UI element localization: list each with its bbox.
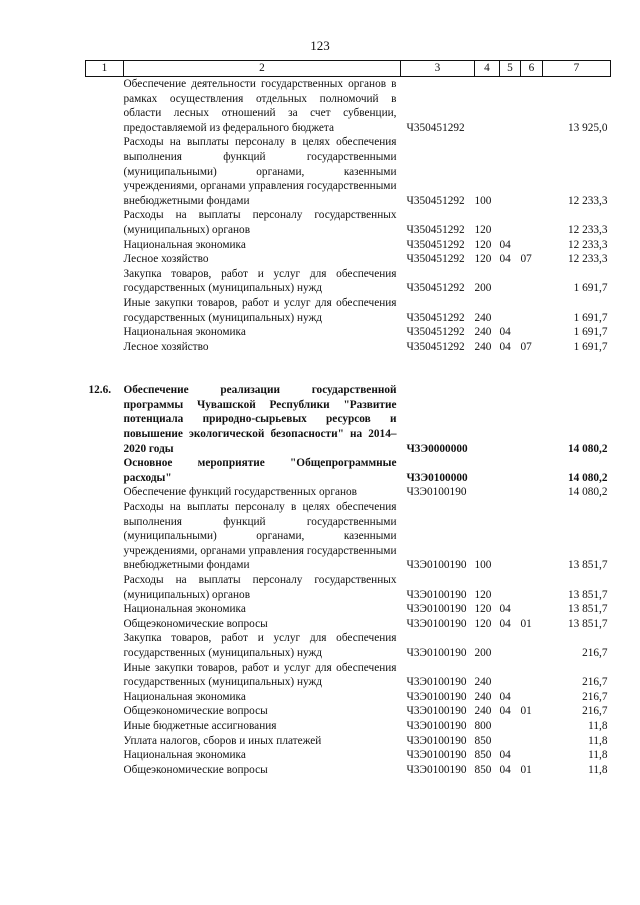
table-row: [86, 734, 611, 749]
row-subsection: [521, 500, 543, 573]
row-subsection: [521, 325, 543, 340]
row-amount: 216,7: [582, 705, 608, 718]
row-amount: 11,8: [588, 719, 608, 732]
row-number: [86, 267, 124, 296]
table-row: [86, 383, 611, 456]
column-header-1: 1: [86, 61, 124, 77]
table-row: [86, 252, 611, 267]
row-section: 04: [499, 705, 511, 718]
table-row: [86, 340, 611, 355]
row-target-code: Ч350451292: [406, 121, 465, 134]
row-amount: 13 851,7: [567, 559, 608, 572]
row-target-code: Ч3Э0100190: [406, 559, 467, 572]
table-row: [86, 135, 611, 208]
row-section: 04: [499, 763, 511, 776]
row-subsection: [521, 383, 543, 456]
row-expense-group: 120: [474, 588, 492, 601]
table-row: [86, 456, 611, 485]
row-number: [86, 296, 124, 325]
row-subsection: 01: [520, 763, 532, 776]
row-number: [86, 661, 124, 690]
table-row: [86, 704, 611, 719]
column-header-5: 5: [500, 61, 521, 77]
table-row: [86, 238, 611, 253]
row-expense-group: [475, 456, 500, 485]
row-amount: 1 691,7: [573, 282, 608, 295]
row-subsection: [521, 734, 543, 749]
row-description: Обеспечение реализации государственной программы Чувашской Республики "Развитие потенциала природно-сырьевых ресурсов и повышение экологической безопасности" на 2014–2020 годы: [123, 384, 397, 455]
row-description: Национальная экономика: [123, 690, 246, 703]
row-amount: 11,8: [588, 749, 608, 762]
row-expense-group: 240: [474, 326, 492, 339]
row-amount: 11,8: [588, 763, 608, 776]
row-expense-group: 240: [474, 311, 492, 324]
row-amount: 216,7: [582, 676, 608, 689]
row-amount: 12 233,3: [567, 253, 608, 266]
row-expense-group: 120: [474, 223, 492, 236]
spacer-cell: [86, 354, 611, 383]
row-target-code: Ч3Э0100190: [406, 763, 467, 776]
row-expense-group: 120: [474, 253, 492, 266]
row-subsection: [521, 267, 543, 296]
row-section: [500, 135, 521, 208]
row-section: [500, 77, 521, 136]
row-target-code: Ч3Э0100190: [406, 646, 467, 659]
row-section: [500, 631, 521, 660]
column-header-4: 4: [475, 61, 500, 77]
row-section: [500, 383, 521, 456]
row-subsection: [521, 573, 543, 602]
row-amount: 14 080,2: [567, 471, 608, 484]
row-number: [86, 325, 124, 340]
row-number: [86, 690, 124, 705]
row-description: Национальная экономика: [123, 749, 246, 762]
table-row: [86, 690, 611, 705]
row-subsection: [521, 296, 543, 325]
row-amount: 12 233,3: [567, 194, 608, 207]
row-amount: 216,7: [582, 690, 608, 703]
row-expense-group: [475, 77, 500, 136]
row-expense-group: 800: [474, 719, 492, 732]
row-number: 12.6.: [88, 384, 112, 397]
row-target-code: Ч350451292: [406, 194, 465, 207]
row-description: Иные закупки товаров, работ и услуг для обеспечения государственных (муниципальных) нужд: [123, 296, 397, 324]
table-row: [86, 631, 611, 660]
row-description: Иные закупки товаров, работ и услуг для обеспечения государственных (муниципальных) нужд: [123, 661, 397, 689]
row-section: 04: [499, 340, 511, 353]
row-expense-group: 120: [474, 617, 492, 630]
row-amount: 12 233,3: [567, 238, 608, 251]
row-expense-group: 100: [474, 194, 492, 207]
row-subsection: 07: [520, 340, 532, 353]
row-section: [500, 719, 521, 734]
row-target-code: Ч3Э0100000: [406, 471, 468, 484]
row-number: [86, 252, 124, 267]
row-spacer: [86, 354, 611, 383]
row-expense-group: 240: [474, 690, 492, 703]
row-number: [86, 763, 124, 778]
row-description: Уплата налогов, сборов и иных платежей: [123, 734, 322, 747]
row-description: Иные бюджетные ассигнования: [123, 719, 277, 732]
row-amount: 13 851,7: [567, 588, 608, 601]
row-subsection: [521, 690, 543, 705]
row-expense-group: 240: [474, 676, 492, 689]
row-subsection: 01: [520, 705, 532, 718]
budget-table: [85, 60, 611, 777]
row-number: [86, 77, 124, 136]
row-subsection: [521, 208, 543, 237]
row-subsection: [521, 661, 543, 690]
row-description: Закупка товаров, работ и услуг для обеспечения государственных (муниципальных) нужд: [123, 632, 397, 659]
row-section: [500, 296, 521, 325]
row-description: Обеспечение деятельности государственных органов в рамках осуществления отдельных полномочий в области лесных отношений за счет субвенции, предоставляемой из федерального бюджета: [123, 78, 397, 134]
row-target-code: Ч3Э0100190: [406, 588, 467, 601]
row-number: [86, 617, 124, 632]
row-target-code: Ч3Э0100190: [406, 603, 467, 616]
row-expense-group: 200: [474, 282, 492, 295]
row-number: [86, 734, 124, 749]
table-row: [86, 763, 611, 778]
row-target-code: Ч350451292: [406, 311, 465, 324]
row-description: Расходы на выплаты персоналу государственных (муниципальных) органов: [123, 574, 397, 601]
row-number: [86, 719, 124, 734]
table-row: [86, 602, 611, 617]
row-description: Общеэкономические вопросы: [123, 705, 268, 718]
row-number: [86, 456, 124, 485]
row-subsection: [521, 602, 543, 617]
row-description: Расходы на выплаты персоналу государственных (муниципальных) органов: [123, 209, 397, 236]
table-row: [86, 325, 611, 340]
table-row: [86, 719, 611, 734]
row-amount: 12 233,3: [567, 223, 608, 236]
row-subsection: [521, 485, 543, 500]
row-expense-group: 240: [474, 340, 492, 353]
row-number: [86, 340, 124, 355]
row-section: [500, 500, 521, 573]
table-row: [86, 500, 611, 573]
row-subsection: 01: [520, 617, 532, 630]
table-row: [86, 661, 611, 690]
row-expense-group: [475, 383, 500, 456]
row-target-code: Ч350451292: [406, 326, 465, 339]
row-target-code: Ч350451292: [406, 253, 465, 266]
row-description: Обеспечение функций государственных органов: [123, 486, 358, 499]
table-row: [86, 208, 611, 237]
row-description: Лесное хозяйство: [123, 340, 209, 353]
row-expense-group: 120: [474, 603, 492, 616]
row-section: [500, 485, 521, 500]
row-amount: 11,8: [588, 734, 608, 747]
row-amount: 13 851,7: [567, 603, 608, 616]
row-target-code: Ч3Э0100190: [406, 719, 467, 732]
table-row: [86, 77, 611, 136]
page-number: 123: [310, 38, 330, 53]
row-target-code: Ч3Э0100190: [406, 734, 467, 747]
row-target-code: Ч350451292: [406, 223, 465, 236]
row-target-code: Ч3Э0100190: [406, 705, 467, 718]
row-section: [500, 267, 521, 296]
row-description: Расходы на выплаты персоналу в целях обеспечения выполнения функций государственными (муниципальными) органами, казенными учреждениями, органами управления государственными внебюджетными фондами: [123, 501, 397, 572]
row-section: 04: [499, 238, 511, 251]
row-number: [86, 602, 124, 617]
row-expense-group: 200: [474, 646, 492, 659]
row-section: [500, 661, 521, 690]
column-header-7: 7: [543, 61, 611, 77]
column-header-row: [86, 61, 611, 77]
row-description: Национальная экономика: [123, 238, 246, 251]
row-section: 04: [499, 749, 511, 762]
table-row: [86, 267, 611, 296]
row-subsection: [521, 719, 543, 734]
row-description: Закупка товаров, работ и услуг для обеспечения государственных (муниципальных) нужд: [123, 267, 397, 295]
row-number: [86, 135, 124, 208]
row-description: Основное мероприятие "Общепрограммные расходы": [123, 457, 397, 484]
row-section: [500, 573, 521, 602]
row-target-code: Ч350451292: [406, 282, 465, 295]
row-number: [86, 573, 124, 602]
row-subsection: [521, 631, 543, 660]
table-row: [86, 296, 611, 325]
row-target-code: Ч350451292: [406, 340, 465, 353]
row-subsection: [521, 456, 543, 485]
row-target-code: Ч3Э0100190: [406, 617, 467, 630]
row-description: Общеэкономические вопросы: [123, 617, 268, 630]
row-section: 04: [499, 326, 511, 339]
column-header-6: 6: [521, 61, 543, 77]
row-number: [86, 208, 124, 237]
row-target-code: Ч3Э0100190: [406, 690, 467, 703]
table-row: [86, 573, 611, 602]
table-body: [86, 77, 611, 778]
row-expense-group: 120: [474, 238, 492, 251]
row-number: [86, 500, 124, 573]
row-amount: 14 080,2: [567, 486, 608, 499]
row-expense-group: [475, 485, 500, 500]
row-expense-group: 240: [474, 705, 492, 718]
row-subsection: [521, 238, 543, 253]
row-expense-group: 850: [474, 763, 492, 776]
row-expense-group: 100: [474, 559, 492, 572]
column-header-3: 3: [401, 61, 475, 77]
row-amount: 216,7: [582, 646, 608, 659]
row-section: 04: [499, 603, 511, 616]
row-section: [500, 456, 521, 485]
row-description: Национальная экономика: [123, 326, 246, 339]
row-section: [500, 208, 521, 237]
row-section: [500, 734, 521, 749]
row-description: Лесное хозяйство: [123, 253, 209, 266]
row-target-code: Ч3Э0100190: [406, 676, 467, 689]
row-number: [86, 485, 124, 500]
row-target-code: Ч350451292: [406, 238, 465, 251]
row-section: 04: [499, 253, 511, 266]
row-subsection: 07: [520, 253, 532, 266]
row-description: Национальная экономика: [123, 603, 246, 616]
table-row: [86, 485, 611, 500]
row-amount: 1 691,7: [573, 326, 608, 339]
table-row: [86, 617, 611, 632]
row-description: Расходы на выплаты персоналу в целях обеспечения выполнения функций государственными (муниципальными) органами, казенными учреждениями, органами управления государственными внебюджетными фондами: [123, 136, 397, 207]
row-amount: 1 691,7: [573, 311, 608, 324]
row-subsection: [521, 77, 543, 136]
row-description: Общеэкономические вопросы: [123, 763, 268, 776]
row-number: [86, 238, 124, 253]
row-number: [86, 631, 124, 660]
row-expense-group: 850: [474, 734, 492, 747]
row-subsection: [521, 748, 543, 763]
row-amount: 13 925,0: [567, 121, 608, 134]
column-header-2: 2: [124, 61, 401, 77]
row-amount: 13 851,7: [567, 617, 608, 630]
row-number: [86, 748, 124, 763]
table-row: [86, 748, 611, 763]
row-target-code: Ч3Э0100190: [406, 486, 467, 499]
row-amount: 1 691,7: [573, 340, 608, 353]
row-amount: 14 080,2: [567, 442, 608, 455]
row-number: [86, 704, 124, 719]
row-target-code: Ч3Э0000000: [406, 442, 468, 455]
row-subsection: [521, 135, 543, 208]
row-section: 04: [499, 690, 511, 703]
row-section: 04: [499, 617, 511, 630]
row-target-code: Ч3Э0100190: [406, 749, 467, 762]
row-expense-group: 850: [474, 749, 492, 762]
